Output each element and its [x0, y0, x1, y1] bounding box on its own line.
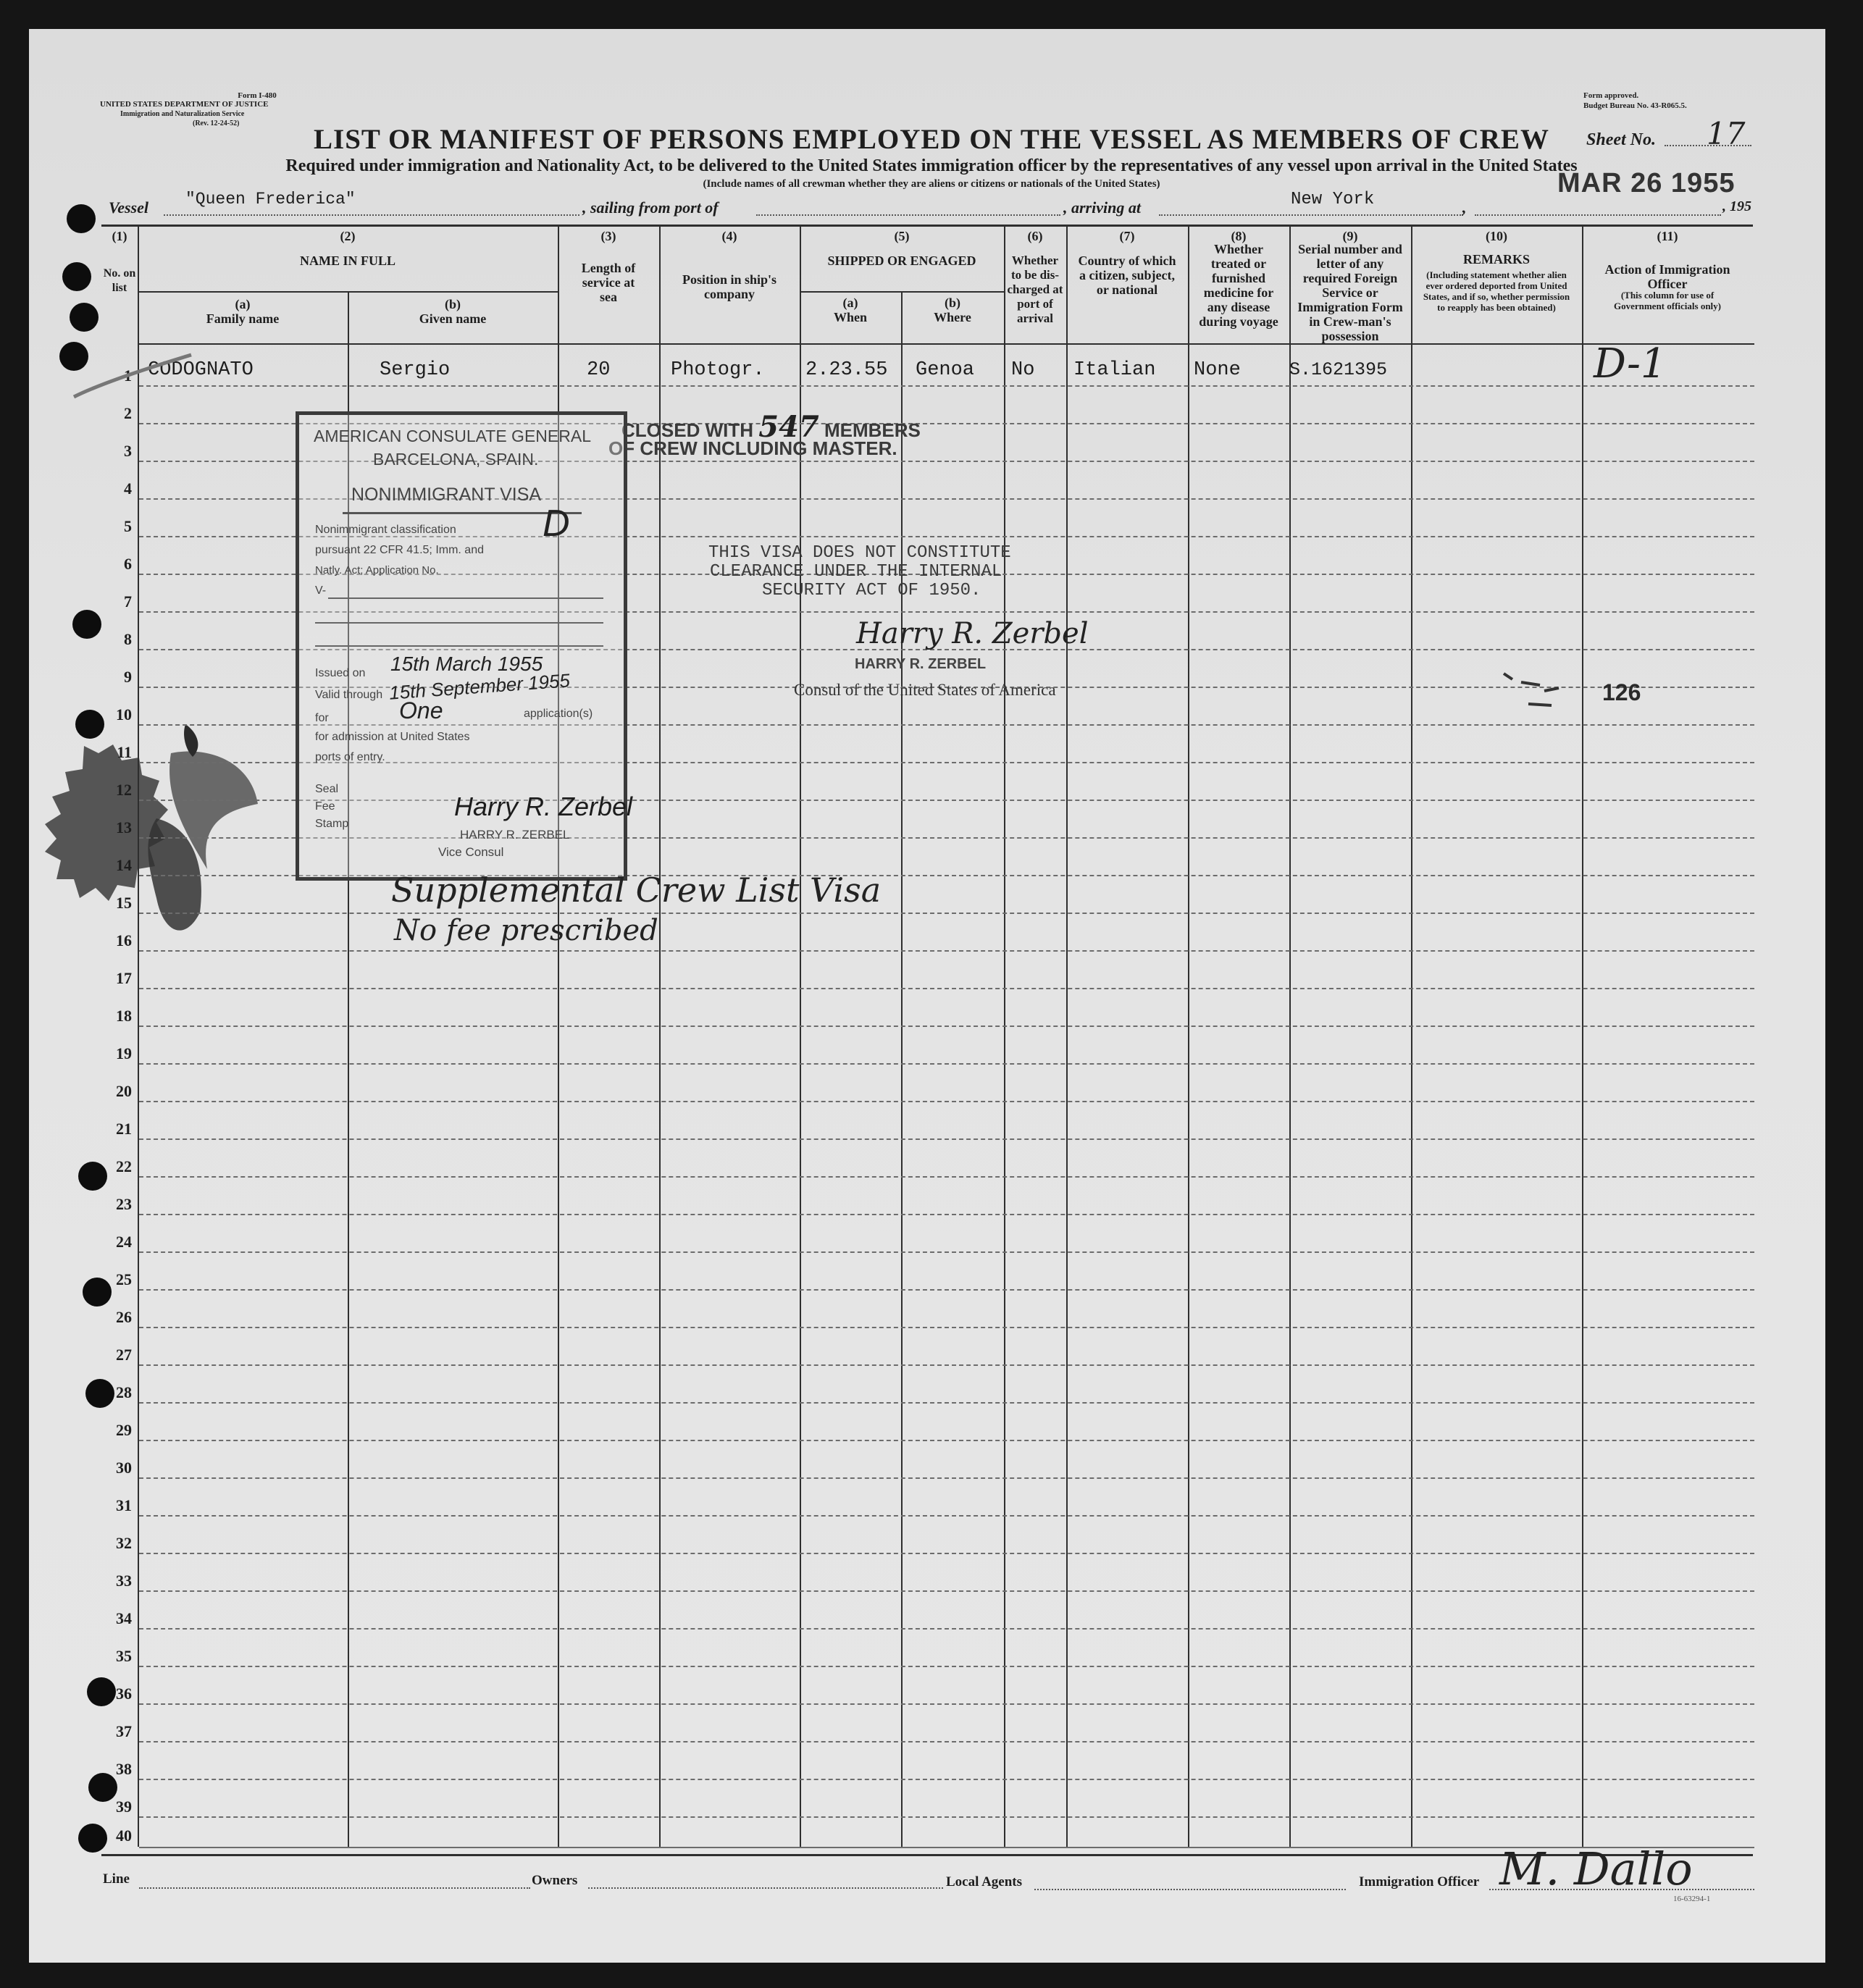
table-header-rule	[138, 343, 1754, 345]
clearance-title: Consul of the United States of America	[794, 681, 1056, 699]
stamp-visa-type: NONIMMIGRANT VISA	[351, 485, 542, 505]
header-action-note: (This column for use of Government officials only)	[1613, 290, 1722, 311]
header-no-on-list: No. on list	[103, 267, 136, 294]
department-name: UNITED STATES DEPARTMENT OF JUSTICE	[100, 100, 269, 109]
row-number: 19	[116, 1044, 132, 1062]
row-rule	[139, 1289, 1754, 1291]
clearance-signer: HARRY R. ZERBEL	[855, 656, 987, 672]
row-number: 25	[116, 1270, 132, 1288]
stamp-for-label: for	[315, 712, 329, 724]
row-number: 28	[116, 1383, 132, 1401]
row-rule	[139, 1553, 1754, 1554]
footer-line-label: Line	[103, 1871, 130, 1887]
entry-serial: S.1621395	[1289, 359, 1388, 380]
row-rule	[139, 950, 1754, 952]
arriving-at-line	[1159, 214, 1463, 216]
stamp-ports: ports of entry.	[315, 751, 385, 763]
row-rule	[139, 1327, 1754, 1328]
entry-discharged: No	[1011, 359, 1035, 381]
row-rule	[139, 1138, 1754, 1140]
header-serial-number: Serial number and letter of any required Foreign Service or Immigration Form in Crew-man's possession	[1297, 242, 1403, 343]
entry-medicine: None	[1194, 359, 1241, 381]
row-rule	[139, 1816, 1754, 1818]
row-rule	[139, 1590, 1754, 1592]
row-rule	[139, 1063, 1754, 1065]
col-divider	[1289, 225, 1291, 1847]
sailing-from-line	[756, 214, 1060, 216]
row-rule	[139, 913, 1754, 914]
arriving-comma: ,	[1462, 198, 1466, 217]
row-check-mark	[71, 348, 194, 406]
col-divider	[1582, 225, 1583, 1847]
stamp-seal-label: Seal	[315, 783, 339, 795]
footer-owners-field	[588, 1887, 943, 1889]
vessel-name: "Queen Frederica"	[185, 190, 356, 209]
entry-position: Photogr.	[671, 359, 765, 381]
row-number: 39	[116, 1798, 132, 1816]
binder-hole	[62, 262, 91, 291]
row-rule	[139, 1364, 1754, 1366]
crew-count: 547	[758, 410, 819, 444]
entry-family-name: CODOGNATO	[148, 359, 254, 381]
row-number: 20	[116, 1082, 132, 1100]
row-number: 30	[116, 1459, 132, 1477]
header-length-of-service: Length of service at sea	[581, 261, 636, 304]
row-number: 32	[116, 1534, 132, 1552]
remarks-scribble	[1499, 666, 1565, 710]
row-number: 3	[124, 442, 132, 460]
stamp-valid-through: 15th September 1955	[388, 669, 571, 704]
header-shipped-or-engaged: SHIPPED OR ENGAGED	[827, 253, 976, 268]
row-number: 10	[116, 705, 132, 724]
arriving-port: New York	[1291, 190, 1375, 209]
sailing-from-label: , sailing from port of	[582, 198, 719, 217]
header-when: (a) When	[833, 295, 867, 324]
shipped-subheader-rule	[800, 291, 1004, 293]
stamp-consulate: AMERICAN CONSULATE GENERAL	[314, 427, 591, 445]
column-number: (7)	[1119, 229, 1135, 243]
row-number: 13	[116, 818, 132, 836]
header-position: Position in ship's company	[682, 272, 777, 301]
clearance-line-3: SECURITY ACT OF 1950.	[762, 581, 981, 600]
row-number: 4	[124, 479, 132, 498]
row-number: 16	[116, 931, 132, 949]
clearance-signature: Harry R. Zerbel	[856, 617, 1089, 650]
service-name: Immigration and Naturalization Service	[120, 110, 245, 118]
arrival-date-stamp: MAR 26 1955	[1557, 168, 1736, 198]
row-rule	[139, 1214, 1754, 1215]
row-number: 31	[116, 1496, 132, 1514]
row-rule	[139, 385, 1754, 387]
stamp-classification-label: Nonimmigrant classification	[315, 524, 456, 536]
header-remarks-note: (Including statement whether alien ever ordered deported from United States, and if so, whether permission to reapply has been obtained)	[1423, 269, 1570, 313]
stamp-rule	[315, 622, 603, 624]
row-number: 15	[116, 894, 132, 912]
row-number: 22	[116, 1157, 132, 1175]
form-number: Form I-480	[238, 91, 277, 100]
header-discharged: Whether to be dis-charged at port of arrival	[1007, 253, 1063, 325]
header-country: Country of which a citizen, subject, or national	[1078, 253, 1176, 297]
row-number: 8	[124, 630, 132, 648]
row-number: 24	[116, 1233, 132, 1251]
stamp-nat-act: Natly. Act; Application No.	[315, 564, 439, 576]
revision-date: (Rev. 12-24-52)	[193, 119, 240, 127]
column-number: (10)	[1486, 229, 1507, 243]
sheet-number-label: Sheet No.	[1586, 130, 1656, 149]
header-name-in-full: NAME IN FULL	[299, 253, 395, 268]
header-family-name: (a) Family name	[206, 297, 280, 326]
row-rule	[139, 1779, 1754, 1780]
footer-owners-label: Owners	[532, 1873, 578, 1888]
column-number: (3)	[600, 229, 616, 243]
vessel-label: Vessel	[109, 198, 148, 217]
stamp-applications: One	[399, 697, 443, 724]
form-approved: Form approved.	[1583, 91, 1639, 100]
row-number: 38	[116, 1760, 132, 1778]
row-rule	[139, 1628, 1754, 1630]
row-rule	[139, 1703, 1754, 1705]
stamp-signature: Harry R. Zerbel	[454, 792, 633, 821]
binder-hole	[67, 204, 96, 233]
stamp-rule	[328, 597, 603, 599]
footer-agents-label: Local Agents	[946, 1874, 1023, 1890]
col-divider	[138, 225, 139, 1847]
header-given-name: (b) Given name	[419, 297, 487, 326]
table-top-rule	[101, 225, 1753, 227]
row-number: 35	[116, 1647, 132, 1665]
row-number: 27	[116, 1346, 132, 1364]
date-line	[1475, 214, 1721, 216]
row-rule	[139, 988, 1754, 989]
row-number: 33	[116, 1572, 132, 1590]
row-number: 18	[116, 1007, 132, 1025]
stamp-issued-label: Issued on	[315, 667, 366, 679]
clearance-line-1: THIS VISA DOES NOT CONSTITUTE	[708, 543, 1011, 563]
row-number: 5	[124, 517, 132, 535]
column-number: (9)	[1342, 229, 1358, 243]
col-divider	[1066, 225, 1068, 1847]
supplemental-note-line-1: Supplemental Crew List Visa	[391, 871, 882, 910]
stamp-classification: D	[543, 503, 570, 545]
row-rule	[139, 1251, 1754, 1253]
seal-impression	[41, 724, 316, 956]
entry-country: Italian	[1073, 359, 1156, 381]
col-divider	[1411, 225, 1412, 1847]
column-number: (5)	[894, 229, 910, 243]
stamp-signer: HARRY R. ZERBEL	[460, 828, 570, 842]
footer-officer-label: Immigration Officer	[1359, 1874, 1480, 1890]
row-number: 11	[117, 743, 132, 761]
stamp-v-label: V-	[315, 584, 327, 597]
stamp-application-suffix: application(s)	[524, 708, 593, 720]
stamp-valid-label: Valid through	[315, 689, 383, 701]
row-number: 37	[116, 1722, 132, 1740]
sheet-number: 17	[1707, 116, 1746, 151]
header-where: (b) Where	[934, 295, 971, 324]
col-divider	[1188, 225, 1189, 1847]
row-rule	[139, 1101, 1754, 1102]
column-number: (4)	[721, 229, 737, 243]
budget-bureau-number: Budget Bureau No. 43-R065.5.	[1583, 101, 1687, 110]
vessel-line	[164, 214, 579, 216]
stamp-city: BARCELONA, SPAIN.	[373, 450, 539, 469]
page-title: LIST OR MANIFEST OF PERSONS EMPLOYED ON THE VESSEL AS MEMBERS OF CREW	[314, 124, 1549, 155]
row-rule	[139, 1402, 1754, 1404]
binder-hole	[72, 610, 101, 639]
col-divider	[901, 291, 903, 1847]
row-number: 7	[124, 592, 132, 611]
footer-line-field	[139, 1887, 530, 1889]
row-number: 21	[116, 1120, 132, 1138]
header-medicine: Whether treated or furnished medicine for any disease during voyage	[1199, 242, 1278, 329]
column-number: (2)	[340, 229, 356, 243]
row-rule	[139, 1515, 1754, 1517]
stamp-pursuant: pursuant 22 CFR 41.5; Imm. and	[315, 544, 484, 556]
stamp-rule	[315, 645, 603, 647]
row-number: 23	[116, 1195, 132, 1213]
print-code: 16-63294-1	[1673, 1895, 1711, 1903]
stamp-stamp-label: Stamp	[315, 818, 349, 830]
col-divider	[659, 225, 661, 1847]
supplemental-note-line-2: No fee prescribed	[394, 914, 658, 947]
page-subnote: (Include names of all crewman whether they are aliens or citizens or nationals of the United States)	[703, 178, 1160, 190]
row-rule	[139, 1026, 1754, 1027]
entry-action: D-1	[1594, 340, 1667, 387]
row-rule	[139, 1176, 1754, 1178]
column-number: (8)	[1231, 229, 1247, 243]
footer-agents-field	[1034, 1889, 1346, 1890]
binder-hole	[70, 303, 99, 332]
stamp-signer-title: Vice Consul	[438, 845, 504, 859]
row-number: 17	[116, 969, 132, 987]
name-subheader-rule	[138, 291, 558, 293]
row-rule	[139, 1440, 1754, 1441]
row-rule	[139, 1477, 1754, 1479]
column-number: (1)	[112, 229, 127, 243]
column-number: (11)	[1657, 229, 1678, 243]
year-suffix: , 195	[1722, 198, 1751, 214]
header-remarks: REMARKS	[1462, 252, 1530, 267]
stamp-issued-on: 15th March 1955	[390, 653, 543, 675]
column-number: (6)	[1027, 229, 1043, 243]
clearance-line-2: CLEARANCE UNDER THE INTERNAL	[710, 562, 1002, 582]
entry-length-of-service: 20	[587, 359, 611, 381]
row-number: 2	[124, 404, 132, 422]
row-number: 40	[116, 1826, 132, 1845]
header-action-of-officer: Action of Immigration Officer	[1604, 262, 1730, 291]
row-rule	[139, 1741, 1754, 1742]
row-number: 14	[116, 856, 132, 874]
row-number: 12	[116, 781, 132, 799]
row-number: 34	[116, 1609, 132, 1627]
entry-when: 2.23.55	[805, 359, 888, 381]
row-number: 36	[116, 1685, 132, 1703]
closed-with-note: CLOSED WITH 547 MEMBERS	[621, 410, 921, 444]
officer-signature: M. Dallo	[1499, 1842, 1693, 1895]
number-126: 126	[1602, 679, 1641, 705]
row-number: 6	[124, 555, 132, 573]
entry-where: Genoa	[916, 359, 975, 381]
closed-with-note-line2: OF CREW INCLUDING MASTER.	[608, 437, 897, 459]
row-rule	[139, 1666, 1754, 1667]
page-subtitle: Required under immigration and Nationality Act, to be delivered to the United States immigration officer by the representatives of any vessel upon arrival in the United States	[285, 156, 1578, 175]
row-number: 1	[124, 366, 132, 385]
entry-given-name: Sergio	[380, 359, 451, 381]
row-number: 29	[116, 1421, 132, 1439]
row-number: 26	[116, 1308, 132, 1326]
col-divider	[1004, 225, 1005, 1847]
col-divider	[800, 225, 801, 1847]
arriving-at-label: , arriving at	[1063, 198, 1141, 217]
stamp-fee-label: Fee	[315, 800, 335, 813]
visa-stamp	[296, 411, 633, 881]
stamp-admission: for admission at United States	[315, 731, 470, 743]
row-number: 9	[124, 668, 132, 686]
